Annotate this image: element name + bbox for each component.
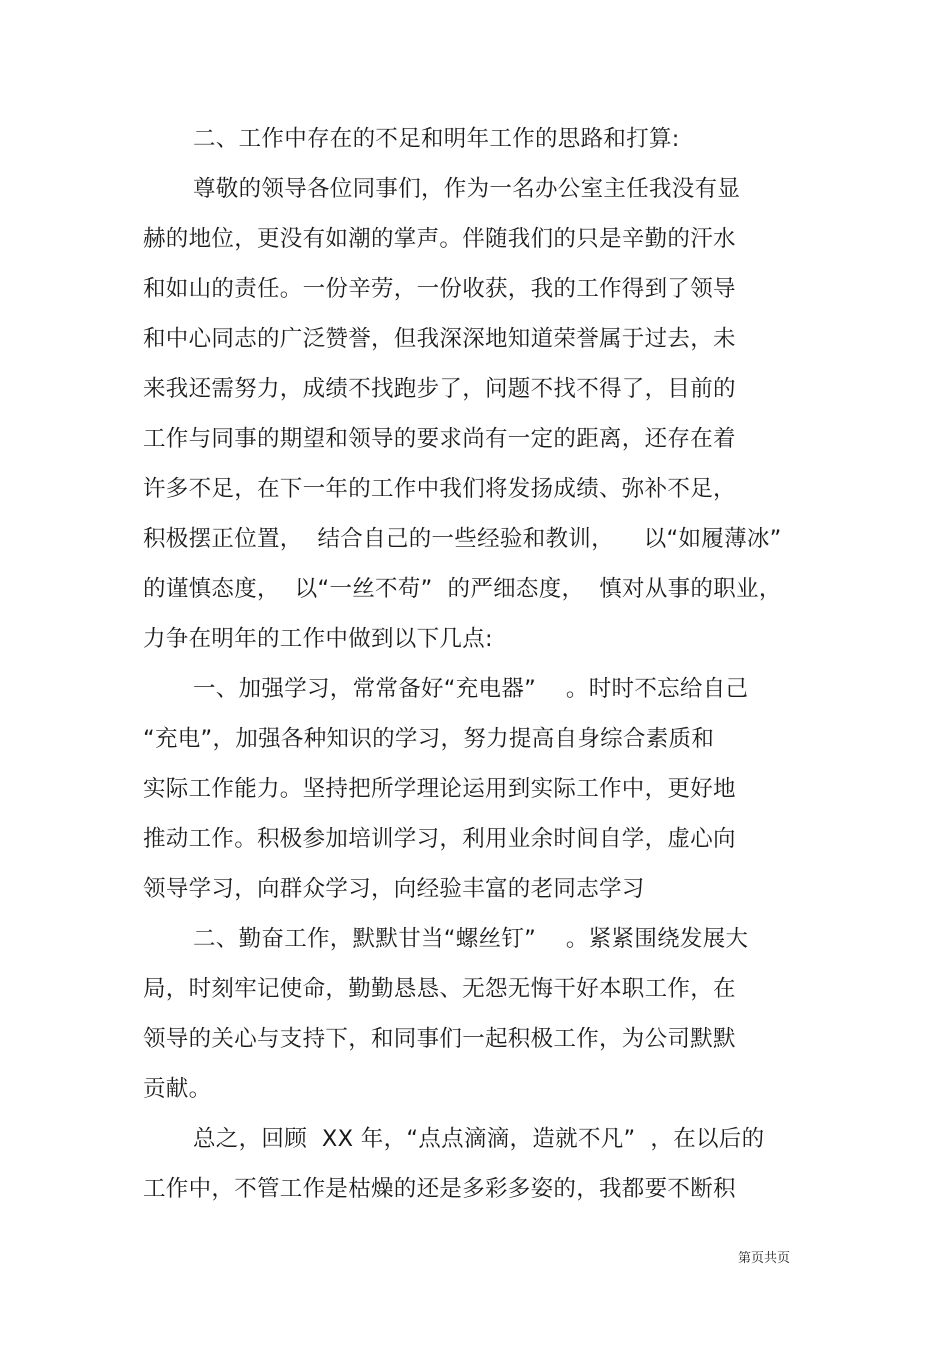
- page-number-label: 第页共页: [738, 1251, 791, 1266]
- text-line-7: 工作与同事的期望和领导的要求尚有一定的距离，还存在着: [143, 426, 736, 452]
- text-line-1: 二、工作中存在的不足和明年工作的思路和打算:: [193, 126, 680, 152]
- text-line-13: “充电”，加强各种知识的学习，努力提高自身综合素质和: [143, 726, 715, 752]
- text-line-9: 积极摆正位置， 结合自己的一些经验和教训， 以“如履薄冰”: [143, 526, 782, 552]
- text-line-11: 力争在明年的工作中做到以下几点:: [143, 626, 493, 652]
- text-line-20: 贡献。: [143, 1076, 212, 1102]
- text-line-15: 推动工作。积极参加培训学习，利用业余时间自学，虚心向: [143, 826, 736, 852]
- text-line-6: 来我还需努力，成绩不找跑步了，问题不找不得了，目前的: [143, 376, 736, 402]
- text-line-5: 和中心同志的广泛赞誉，但我深深地知道荣誉属于过去，未: [143, 326, 736, 352]
- text-line-17: 二、勤奋工作，默默甘当“螺丝钉” 。紧紧围绕发展大: [193, 926, 749, 952]
- text-line-10: 的谨慎态度， 以“一丝不苟” 的严细态度， 慎对从事的职业，: [143, 576, 782, 602]
- text-line-8: 许多不足，在下一年的工作中我们将发扬成绩、弥补不足，: [143, 476, 736, 502]
- text-line-21: 总之，回顾 XX 年，“点点滴滴，造就不凡” ，在以后的: [193, 1126, 765, 1152]
- text-line-18: 局，时刻牢记使命，勤勤恳恳、无怨无悔干好本职工作，在: [143, 976, 736, 1002]
- text-line-2: 尊敬的领导各位同事们，作为一名办公室主任我没有显: [193, 176, 741, 202]
- text-line-14: 实际工作能力。坚持把所学理论运用到实际工作中，更好地: [143, 776, 736, 802]
- text-line-4: 和如山的责任。一份辛劳，一份收获，我的工作得到了领导: [143, 276, 736, 302]
- text-line-19: 领导的关心与支持下，和同事们一起积极工作，为公司默默: [143, 1026, 736, 1052]
- text-line-12: 一、加强学习，常常备好“充电器” 。时时不忘给自己: [193, 676, 749, 702]
- text-line-16: 领导学习，向群众学习，向经验丰富的老同志学习: [143, 876, 645, 902]
- text-line-22: 工作中，不管工作是枯燥的还是多彩多姿的，我都要不断积: [143, 1176, 736, 1202]
- text-line-3: 赫的地位，更没有如潮的掌声。伴随我们的只是辛勤的汗水: [143, 226, 736, 252]
